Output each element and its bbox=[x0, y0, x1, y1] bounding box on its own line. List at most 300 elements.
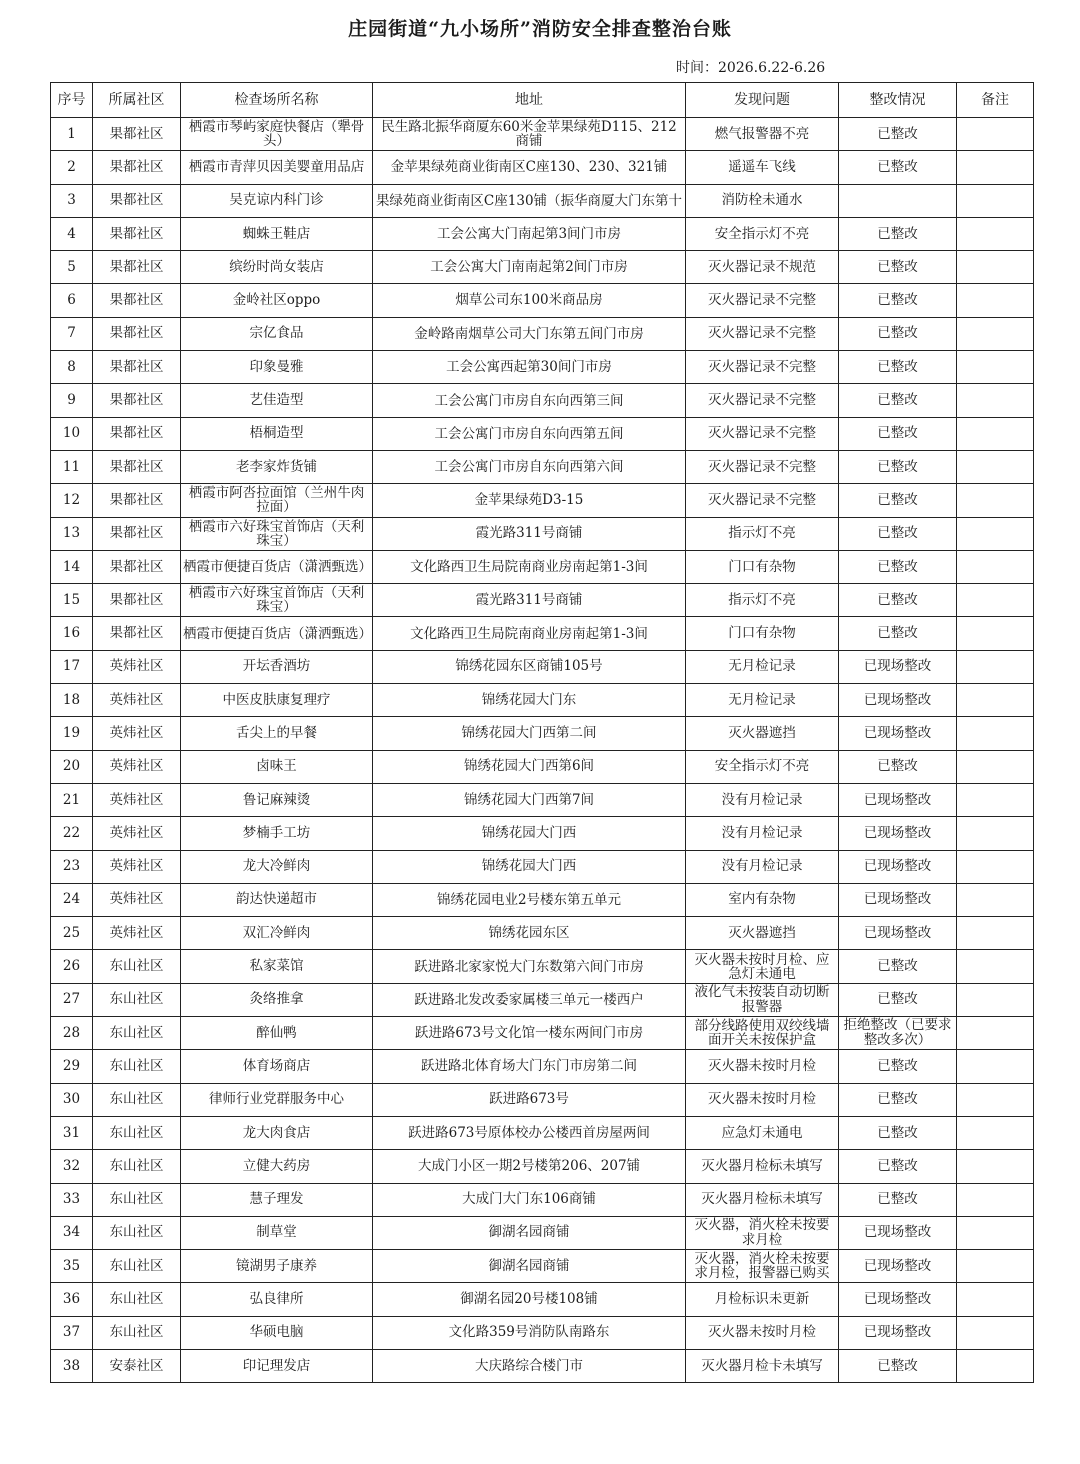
cell-no: 18 bbox=[51, 684, 93, 717]
cell-note bbox=[957, 118, 1034, 151]
cell-status bbox=[839, 184, 957, 217]
cell-address: 锦绣花园东区 bbox=[373, 917, 686, 950]
cell-name: 中医皮肤康复理疗 bbox=[181, 684, 373, 717]
header-cell: 发现问题 bbox=[686, 83, 839, 118]
cell-name: 双汇冷鲜肉 bbox=[181, 917, 373, 950]
cell-name: 镜湖男子康养 bbox=[181, 1250, 373, 1283]
cell-issue: 灭火器未按时月检 bbox=[686, 1050, 839, 1083]
cell-status: 已现场整改 bbox=[839, 684, 957, 717]
cell-note bbox=[957, 550, 1034, 583]
table-row bbox=[51, 1183, 1034, 1216]
cell-note bbox=[957, 151, 1034, 184]
cell-no: 38 bbox=[51, 1349, 93, 1382]
cell-no: 27 bbox=[51, 983, 93, 1016]
cell-address: 锦绣花园大门西 bbox=[373, 850, 686, 883]
cell-note bbox=[957, 1316, 1034, 1349]
cell-note bbox=[957, 883, 1034, 916]
cell-address: 跃进路673号文化馆一楼东两间门市房 bbox=[373, 1017, 686, 1050]
header-cell: 检查场所名称 bbox=[181, 83, 373, 118]
cell-no: 9 bbox=[51, 384, 93, 417]
cell-issue: 安全指示灯不亮 bbox=[686, 750, 839, 783]
cell-community: 果都社区 bbox=[93, 584, 181, 617]
cell-name: 蜘蛛王鞋店 bbox=[181, 217, 373, 250]
cell-address: 工会公寓门市房自东向西第六间 bbox=[373, 450, 686, 483]
cell-community: 果都社区 bbox=[93, 517, 181, 550]
cell-community: 果都社区 bbox=[93, 550, 181, 583]
header-row bbox=[51, 83, 1034, 118]
cell-community: 东山社区 bbox=[93, 1283, 181, 1316]
table-row bbox=[51, 351, 1034, 384]
cell-name: 立健大药房 bbox=[181, 1150, 373, 1183]
cell-name: 弘良律所 bbox=[181, 1283, 373, 1316]
cell-note bbox=[957, 650, 1034, 683]
cell-status: 已整改 bbox=[839, 1183, 957, 1216]
cell-note bbox=[957, 1050, 1034, 1083]
cell-name: 开坛香酒坊 bbox=[181, 650, 373, 683]
cell-status: 已现场整改 bbox=[839, 883, 957, 916]
cell-address: 工会公寓大门南起第3间门市房 bbox=[373, 217, 686, 250]
cell-address: 御湖名园商铺 bbox=[373, 1216, 686, 1249]
cell-community: 英炜社区 bbox=[93, 783, 181, 816]
cell-issue: 没有月检记录 bbox=[686, 817, 839, 850]
cell-issue: 遥遥车飞线 bbox=[686, 151, 839, 184]
cell-name: 印记理发店 bbox=[181, 1349, 373, 1382]
table-row bbox=[51, 151, 1034, 184]
cell-address: 锦绣花园大门西第二间 bbox=[373, 717, 686, 750]
cell-name: 栖霞市六好珠宝首饰店（天利珠宝） bbox=[181, 584, 373, 617]
table-row bbox=[51, 1283, 1034, 1316]
cell-community: 东山社区 bbox=[93, 1250, 181, 1283]
cell-community: 东山社区 bbox=[93, 1050, 181, 1083]
cell-note bbox=[957, 1116, 1034, 1149]
cell-note bbox=[957, 1183, 1034, 1216]
cell-note bbox=[957, 217, 1034, 250]
cell-name: 梧桐造型 bbox=[181, 417, 373, 450]
cell-status: 已整改 bbox=[839, 1083, 957, 1116]
cell-no: 22 bbox=[51, 817, 93, 850]
cell-issue: 灭火器记录不完整 bbox=[686, 417, 839, 450]
cell-no: 11 bbox=[51, 450, 93, 483]
header-cell: 序号 bbox=[51, 83, 93, 118]
cell-name: 灸络推拿 bbox=[181, 983, 373, 1016]
table-row bbox=[51, 1250, 1034, 1283]
cell-note bbox=[957, 284, 1034, 317]
cell-community: 东山社区 bbox=[93, 1150, 181, 1183]
cell-issue: 灭火器遮挡 bbox=[686, 917, 839, 950]
cell-name: 梦楠手工坊 bbox=[181, 817, 373, 850]
table-row bbox=[51, 650, 1034, 683]
cell-address: 工会公寓门市房自东向西第三间 bbox=[373, 384, 686, 417]
cell-note bbox=[957, 450, 1034, 483]
cell-name: 私家菜馆 bbox=[181, 950, 373, 983]
table-row bbox=[51, 717, 1034, 750]
cell-no: 34 bbox=[51, 1216, 93, 1249]
table-row bbox=[51, 850, 1034, 883]
cell-note bbox=[957, 783, 1034, 816]
cell-address: 文化路359号消防队南路东 bbox=[373, 1316, 686, 1349]
cell-note bbox=[957, 1283, 1034, 1316]
cell-no: 21 bbox=[51, 783, 93, 816]
cell-no: 37 bbox=[51, 1316, 93, 1349]
cell-status: 已现场整改 bbox=[839, 1316, 957, 1349]
cell-note bbox=[957, 1250, 1034, 1283]
cell-status: 已现场整改 bbox=[839, 1283, 957, 1316]
cell-no: 33 bbox=[51, 1183, 93, 1216]
cell-name: 舌尖上的早餐 bbox=[181, 717, 373, 750]
cell-no: 7 bbox=[51, 317, 93, 350]
cell-community: 东山社区 bbox=[93, 1216, 181, 1249]
cell-status: 已整改 bbox=[839, 750, 957, 783]
cell-name: 律师行业党群服务中心 bbox=[181, 1083, 373, 1116]
cell-status: 已整改 bbox=[839, 417, 957, 450]
cell-issue: 灭火器记录不完整 bbox=[686, 284, 839, 317]
cell-community: 果都社区 bbox=[93, 317, 181, 350]
cell-status: 已现场整改 bbox=[839, 917, 957, 950]
cell-name: 老李家炸货铺 bbox=[181, 450, 373, 483]
cell-issue: 灭火器记录不完整 bbox=[686, 351, 839, 384]
cell-no: 6 bbox=[51, 284, 93, 317]
cell-status: 已整改 bbox=[839, 550, 957, 583]
cell-issue: 灭火器记录不完整 bbox=[686, 317, 839, 350]
cell-issue: 应急灯未通电 bbox=[686, 1116, 839, 1149]
cell-issue: 消防栓未通水 bbox=[686, 184, 839, 217]
header-cell: 地址 bbox=[373, 83, 686, 118]
time-range: 时间：2026.6.22-6.26 bbox=[676, 60, 826, 76]
cell-community: 果都社区 bbox=[93, 484, 181, 517]
cell-note bbox=[957, 817, 1034, 850]
cell-issue: 灭火器记录不完整 bbox=[686, 384, 839, 417]
cell-community: 果都社区 bbox=[93, 118, 181, 151]
cell-no: 13 bbox=[51, 517, 93, 550]
cell-community: 果都社区 bbox=[93, 151, 181, 184]
cell-address: 跃进路673号 bbox=[373, 1083, 686, 1116]
cell-no: 29 bbox=[51, 1050, 93, 1083]
cell-status: 已整改 bbox=[839, 284, 957, 317]
cell-note bbox=[957, 983, 1034, 1016]
cell-status: 已整改 bbox=[839, 317, 957, 350]
cell-name: 缤纷时尚女装店 bbox=[181, 251, 373, 284]
table-row bbox=[51, 950, 1034, 983]
cell-address: 跃进路北发改委家属楼三单元一楼西户 bbox=[373, 983, 686, 1016]
table-row bbox=[51, 1116, 1034, 1149]
cell-note bbox=[957, 351, 1034, 384]
cell-status: 已整改 bbox=[839, 118, 957, 151]
cell-address: 锦绣花园大门西第7间 bbox=[373, 783, 686, 816]
table-row bbox=[51, 118, 1034, 151]
cell-no: 23 bbox=[51, 850, 93, 883]
cell-address: 金岭路南烟草公司大门东第五间门市房 bbox=[373, 317, 686, 350]
cell-community: 英炜社区 bbox=[93, 917, 181, 950]
cell-no: 25 bbox=[51, 917, 93, 950]
cell-note bbox=[957, 1150, 1034, 1183]
cell-address: 金苹果绿苑D3-15 bbox=[373, 484, 686, 517]
cell-address: 锦绣花园东区商铺105号 bbox=[373, 650, 686, 683]
cell-issue: 安全指示灯不亮 bbox=[686, 217, 839, 250]
cell-status: 已整改 bbox=[839, 1150, 957, 1183]
cell-no: 26 bbox=[51, 950, 93, 983]
cell-issue: 灭火器记录不规范 bbox=[686, 251, 839, 284]
cell-community: 果都社区 bbox=[93, 284, 181, 317]
cell-name: 体育场商店 bbox=[181, 1050, 373, 1083]
cell-no: 30 bbox=[51, 1083, 93, 1116]
cell-status: 已整改 bbox=[839, 983, 957, 1016]
cell-note bbox=[957, 484, 1034, 517]
cell-address: 文化路西卫生局院南商业房南起第1-3间 bbox=[373, 550, 686, 583]
cell-note bbox=[957, 917, 1034, 950]
cell-status: 已整改 bbox=[839, 450, 957, 483]
cell-issue: 部分线路使用双绞线墙面开关未按保护盒 bbox=[686, 1017, 839, 1050]
cell-address: 民生路北振华商厦东60米金苹果绿苑D115、212商铺 bbox=[373, 118, 686, 151]
cell-issue: 指示灯不亮 bbox=[686, 517, 839, 550]
cell-status: 已现场整改 bbox=[839, 817, 957, 850]
table-row bbox=[51, 251, 1034, 284]
cell-note bbox=[957, 1083, 1034, 1116]
cell-note bbox=[957, 717, 1034, 750]
table-row bbox=[51, 917, 1034, 950]
cell-issue: 灭火器记录不完整 bbox=[686, 450, 839, 483]
cell-community: 英炜社区 bbox=[93, 817, 181, 850]
cell-name: 宗亿食品 bbox=[181, 317, 373, 350]
table-body bbox=[51, 118, 1034, 1383]
cell-community: 东山社区 bbox=[93, 1116, 181, 1149]
cell-community: 东山社区 bbox=[93, 1083, 181, 1116]
cell-note bbox=[957, 417, 1034, 450]
cell-no: 5 bbox=[51, 251, 93, 284]
cell-issue: 灭火器记录不完整 bbox=[686, 484, 839, 517]
cell-name: 栖霞市便捷百货店（潇洒甄选） bbox=[181, 550, 373, 583]
cell-no: 14 bbox=[51, 550, 93, 583]
cell-community: 英炜社区 bbox=[93, 850, 181, 883]
cell-address: 霞光路311号商铺 bbox=[373, 584, 686, 617]
table-row bbox=[51, 217, 1034, 250]
cell-status: 已整改 bbox=[839, 1349, 957, 1382]
cell-address: 锦绣花园大门东 bbox=[373, 684, 686, 717]
cell-name: 醉仙鸭 bbox=[181, 1017, 373, 1050]
cell-community: 英炜社区 bbox=[93, 883, 181, 916]
header-cell: 所属社区 bbox=[93, 83, 181, 118]
cell-issue: 无月检记录 bbox=[686, 684, 839, 717]
cell-status: 已整改 bbox=[839, 151, 957, 184]
cell-address: 霞光路311号商铺 bbox=[373, 517, 686, 550]
table-row bbox=[51, 1150, 1034, 1183]
cell-issue: 没有月检记录 bbox=[686, 850, 839, 883]
cell-community: 东山社区 bbox=[93, 1183, 181, 1216]
cell-issue: 没有月检记录 bbox=[686, 783, 839, 816]
cell-note bbox=[957, 850, 1034, 883]
cell-issue: 无月检记录 bbox=[686, 650, 839, 683]
cell-issue: 灭火器，消火栓未按要求月检，报警器已购买 bbox=[686, 1250, 839, 1283]
cell-address: 锦绣花园大门西第6间 bbox=[373, 750, 686, 783]
cell-issue: 灭火器未按时月检 bbox=[686, 1083, 839, 1116]
cell-no: 4 bbox=[51, 217, 93, 250]
cell-issue: 月检标识未更新 bbox=[686, 1283, 839, 1316]
cell-name: 龙大肉食店 bbox=[181, 1116, 373, 1149]
cell-issue: 燃气报警器不亮 bbox=[686, 118, 839, 151]
cell-address: 御湖名园20号楼108铺 bbox=[373, 1283, 686, 1316]
cell-status: 已现场整改 bbox=[839, 783, 957, 816]
cell-name: 栖霞市琴屿家庭快餐店（犟骨头） bbox=[181, 118, 373, 151]
cell-no: 31 bbox=[51, 1116, 93, 1149]
cell-name: 慧子理发 bbox=[181, 1183, 373, 1216]
cell-no: 24 bbox=[51, 883, 93, 916]
cell-no: 36 bbox=[51, 1283, 93, 1316]
cell-community: 东山社区 bbox=[93, 983, 181, 1016]
cell-community: 果都社区 bbox=[93, 217, 181, 250]
table-row bbox=[51, 1349, 1034, 1382]
cell-no: 35 bbox=[51, 1250, 93, 1283]
cell-name: 金岭社区oppo bbox=[181, 284, 373, 317]
table-row bbox=[51, 550, 1034, 583]
cell-name: 栖霞市六好珠宝首饰店（天利珠宝） bbox=[181, 517, 373, 550]
cell-status: 已现场整改 bbox=[839, 717, 957, 750]
cell-status: 已整改 bbox=[839, 517, 957, 550]
cell-note bbox=[957, 584, 1034, 617]
cell-status: 已整改 bbox=[839, 484, 957, 517]
cell-issue: 室内有杂物 bbox=[686, 883, 839, 916]
cell-community: 英炜社区 bbox=[93, 650, 181, 683]
table-row bbox=[51, 983, 1034, 1016]
cell-address: 锦绣花园电业2号楼东第五单元 bbox=[373, 883, 686, 916]
cell-address: 大成门小区一期2号楼第206、207铺 bbox=[373, 1150, 686, 1183]
cell-no: 10 bbox=[51, 417, 93, 450]
cell-issue: 指示灯不亮 bbox=[686, 584, 839, 617]
cell-name: 华硕电脑 bbox=[181, 1316, 373, 1349]
cell-no: 8 bbox=[51, 351, 93, 384]
cell-address: 烟草公司东100米商品房 bbox=[373, 284, 686, 317]
cell-name: 印象曼雅 bbox=[181, 351, 373, 384]
table-row bbox=[51, 1316, 1034, 1349]
cell-status: 已整改 bbox=[839, 384, 957, 417]
cell-note bbox=[957, 184, 1034, 217]
cell-status: 已整改 bbox=[839, 1050, 957, 1083]
cell-status: 已整改 bbox=[839, 217, 957, 250]
cell-status: 已整改 bbox=[839, 351, 957, 384]
cell-no: 3 bbox=[51, 184, 93, 217]
cell-name: 鲁记麻辣烫 bbox=[181, 783, 373, 816]
header-cell: 整改情况 bbox=[839, 83, 957, 118]
cell-issue: 灭火器，消火栓未按要求月检 bbox=[686, 1216, 839, 1249]
cell-community: 果都社区 bbox=[93, 450, 181, 483]
cell-status: 已整改 bbox=[839, 617, 957, 650]
cell-community: 东山社区 bbox=[93, 950, 181, 983]
cell-address: 工会公寓大门南南起第2间门市房 bbox=[373, 251, 686, 284]
cell-community: 英炜社区 bbox=[93, 684, 181, 717]
table-row bbox=[51, 1050, 1034, 1083]
cell-note bbox=[957, 384, 1034, 417]
table-row bbox=[51, 484, 1034, 517]
cell-status: 已现场整改 bbox=[839, 650, 957, 683]
cell-community: 东山社区 bbox=[93, 1017, 181, 1050]
cell-address: 大庆路综合楼门市 bbox=[373, 1349, 686, 1382]
cell-address: 文化路西卫生局院南商业房南起第1-3间 bbox=[373, 617, 686, 650]
cell-status: 拒绝整改（已要求整改多次） bbox=[839, 1017, 957, 1050]
cell-note bbox=[957, 950, 1034, 983]
cell-issue: 灭火器月检卡未填写 bbox=[686, 1349, 839, 1382]
cell-community: 果都社区 bbox=[93, 617, 181, 650]
cell-community: 安泰社区 bbox=[93, 1349, 181, 1382]
cell-community: 英炜社区 bbox=[93, 717, 181, 750]
cell-status: 已整改 bbox=[839, 950, 957, 983]
cell-issue: 灭火器未按时月检 bbox=[686, 1316, 839, 1349]
cell-note bbox=[957, 1349, 1034, 1382]
cell-address: 跃进路673号原体校办公楼西首房屋两间 bbox=[373, 1116, 686, 1149]
cell-note bbox=[957, 684, 1034, 717]
cell-note bbox=[957, 251, 1034, 284]
cell-note bbox=[957, 617, 1034, 650]
cell-note bbox=[957, 1216, 1034, 1249]
cell-name: 卤味王 bbox=[181, 750, 373, 783]
cell-note bbox=[957, 317, 1034, 350]
table-row bbox=[51, 684, 1034, 717]
cell-name: 栖霞市便捷百货店（潇洒甄选） bbox=[181, 617, 373, 650]
cell-note bbox=[957, 517, 1034, 550]
table-row bbox=[51, 883, 1034, 916]
cell-no: 17 bbox=[51, 650, 93, 683]
cell-no: 19 bbox=[51, 717, 93, 750]
cell-address: 跃进路北家家悦大门东数第六间门市房 bbox=[373, 950, 686, 983]
page-title: 庄园街道“九小场所”消防安全排查整治台账 bbox=[348, 18, 732, 40]
cell-no: 16 bbox=[51, 617, 93, 650]
cell-issue: 灭火器月检标未填写 bbox=[686, 1183, 839, 1216]
table-row bbox=[51, 1017, 1034, 1050]
cell-status: 已整改 bbox=[839, 1116, 957, 1149]
table-row bbox=[51, 617, 1034, 650]
cell-address: 果绿苑商业街南区C座130铺（振华商厦大门东第十 bbox=[373, 184, 686, 217]
cell-address: 工会公寓门市房自东向西第五间 bbox=[373, 417, 686, 450]
cell-issue: 灭火器遮挡 bbox=[686, 717, 839, 750]
table-row bbox=[51, 450, 1034, 483]
cell-community: 果都社区 bbox=[93, 351, 181, 384]
cell-name: 吴克谅内科门诊 bbox=[181, 184, 373, 217]
table-row bbox=[51, 184, 1034, 217]
cell-no: 2 bbox=[51, 151, 93, 184]
cell-name: 艺佳造型 bbox=[181, 384, 373, 417]
cell-issue: 灭火器月检标未填写 bbox=[686, 1150, 839, 1183]
cell-status: 已整改 bbox=[839, 251, 957, 284]
cell-no: 1 bbox=[51, 118, 93, 151]
cell-address: 金苹果绿苑商业街南区C座130、230、321铺 bbox=[373, 151, 686, 184]
table-row bbox=[51, 517, 1034, 550]
cell-note bbox=[957, 750, 1034, 783]
table-row bbox=[51, 284, 1034, 317]
cell-status: 已现场整改 bbox=[839, 850, 957, 883]
cell-community: 东山社区 bbox=[93, 1316, 181, 1349]
cell-no: 15 bbox=[51, 584, 93, 617]
cell-issue: 灭火器未按时月检、应急灯未通电 bbox=[686, 950, 839, 983]
table-row bbox=[51, 384, 1034, 417]
cell-address: 锦绣花园大门西 bbox=[373, 817, 686, 850]
table-row bbox=[51, 750, 1034, 783]
cell-name: 栖霞市青萍贝因美婴童用品店 bbox=[181, 151, 373, 184]
cell-no: 20 bbox=[51, 750, 93, 783]
table-row bbox=[51, 584, 1034, 617]
cell-status: 已现场整改 bbox=[839, 1250, 957, 1283]
cell-community: 果都社区 bbox=[93, 184, 181, 217]
cell-no: 28 bbox=[51, 1017, 93, 1050]
cell-name: 韵达快递超市 bbox=[181, 883, 373, 916]
table-row bbox=[51, 783, 1034, 816]
cell-status: 已现场整改 bbox=[839, 1216, 957, 1249]
table-row bbox=[51, 317, 1034, 350]
cell-name: 栖霞市阿呇拉面馆（兰州牛肉拉面） bbox=[181, 484, 373, 517]
cell-name: 龙大冷鲜肉 bbox=[181, 850, 373, 883]
table-row bbox=[51, 1083, 1034, 1116]
inspection-table bbox=[50, 82, 1034, 1383]
header-cell: 备注 bbox=[957, 83, 1034, 118]
cell-no: 32 bbox=[51, 1150, 93, 1183]
table-row bbox=[51, 817, 1034, 850]
cell-community: 果都社区 bbox=[93, 251, 181, 284]
